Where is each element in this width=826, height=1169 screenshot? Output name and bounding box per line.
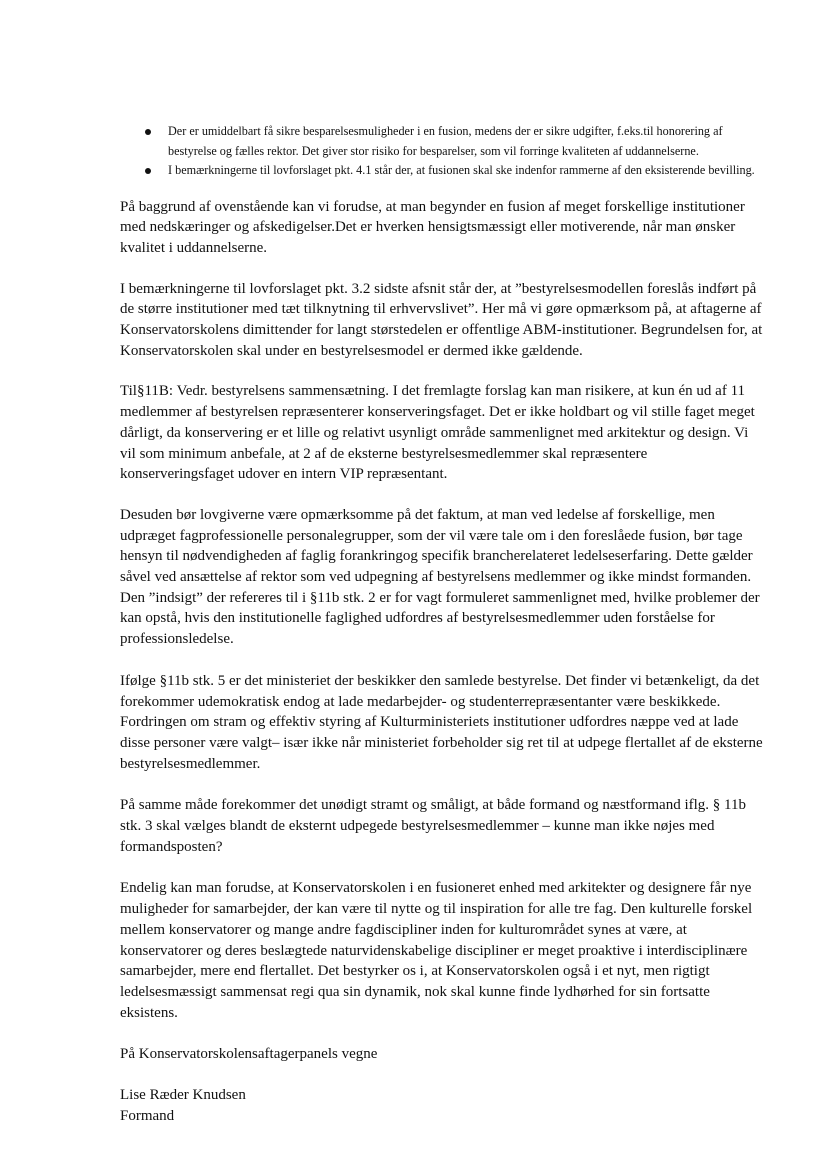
paragraph-3: Til§11B: Vedr. bestyrelsens sammensætning. I det fremlagte forslag kan man risikere, at kun én ud af 11 medlemmer af bestyrelsen repræsenterer konserveringsfaget. Det er ikke holdbart og vil stille faget meget dårligt, da konservering er et lille og relativt usynligt område sammenlignet med arkitektur og design. Vi vil som minimum anbefale, at 2 af de eksterne bestyrelsesmedlemmer skal repræsentere konserveringsfaget udover en intern VIP repræsentant. — [120, 383, 755, 483]
bullet-text: I bemærkningerne til lovforslaget pkt. 4.1 står der, at fusionen skal ske indenfor rammerne af den eksisterende bevilling. — [168, 163, 755, 177]
document-page — [120, 122, 764, 1127]
signature-name: Lise Ræder Knudsen — [120, 1087, 246, 1104]
bullet-text: Der er umiddelbart få sikre besparelsesmuligheder i en fusion, medens der er sikre udgifter, f.eks.til honorering af bestyrelse og fælles rektor. Det giver stor risiko for besparelser, som vil forringe kvaliteten af uddannelserne. — [168, 124, 723, 158]
paragraph-6: På samme måde forekommer det unødigt stramt og småligt, at både formand og næstformand iflg. § 11b stk. 3 skal vælges blandt de eksternt udpegede bestyrelsesmedlemmer – kunne man ikke nøjes med formandsposten? — [120, 797, 746, 855]
paragraph-5: Ifølge §11b stk. 5 er det ministeriet der beskikker den samlede bestyrelse. Det finder vi betænkeligt, da det forekommer udemokratisk endog at lade medarbejder- og studenterrepræsentanter være beskikkede. Fordringen om stram og effektiv styring af Kulturministeriets institutioner udfordres næppe ved at lade disse personer være valgt– især ikke når ministeriet forbeholder sig ret til at udpege flertallet af de eksterne bestyrelsesmedlemmer. — [120, 672, 763, 772]
signature-role: Formand — [120, 1107, 175, 1124]
bullet-item — [168, 122, 764, 161]
signature-on-behalf: På Konservatorskolensaftagerpanels vegne — [120, 1046, 378, 1063]
bullet-item — [168, 161, 764, 181]
bullet-dot-icon — [145, 168, 151, 174]
bullet-dot-icon — [145, 129, 151, 135]
bullet-list — [120, 122, 764, 181]
paragraph-4: Desuden bør lovgiverne være opmærksomme på det faktum, at man ved ledelse af forskellige, men udpræget fagprofessionelle personalegrupper, som der vil være tale om i den foreslåede fusion, bør tage hensyn til nødvendigheden af faglig forankringog specifik brancherelateret ledelseserfaring. Dette gælder såvel ved ansættelse af rektor som ved udpegning af bestyrelsens medlemmer og ikke mindst formanden. Den ”indsigt” der refereres til i §11b stk. 2 er for vagt formuleret sammenlignet med, hvilke problemer der kan opstå, hvis den institutionelle faglighed udfordres af bestyrelsesmedlemmer uden forståelse for professionsledelse. — [120, 506, 760, 648]
paragraph-1: På baggrund af ovenstående kan vi forudse, at man begynder en fusion af meget forskellige institutioner med nedskæringer og afskedigelser.Det er hverken hensigtsmæssigt eller motiverende, når man ønsker kvalitet i uddannelserne. — [120, 198, 745, 256]
paragraph-7: Endelig kan man forudse, at Konservatorskolen i en fusioneret enhed med arkitekter og designere får nye muligheder for samarbejder, der kan være til nytte og til inspiration for alle tre fag. Den kulturelle forskel mellem konservatorer og mange andre fagdiscipliner inden for kulturområdet synes at være, at konservatorer og deres beslægtede naturvidenskabelige discipliner er meget proaktive i interdisciplinære samarbejder, mere end flertallet. Det bestyrker os i, at Konservatorskolen også i et nyt, men rigtigt ledelsesmæssigt sammensat regi qua sin dynamik, nok skal kunne finde lydhørhed for sin fortsatte eksistens. — [120, 880, 753, 1021]
paragraph-2: I bemærkningerne til lovforslaget pkt. 3.2 sidste afsnit står der, at ”bestyrelsesmodellen foreslås indført på de større institutioner med tæt tilknytning til erhvervslivet”. Her må vi gøre opmærksom på, at aftagerne af Konservatorskolens dimittender for langt størstedelen er offentlige ABM-institutioner. Begrundelsen for, at Konservatorskolen skal under en bestyrelsesmodel er dermed ikke gældende. — [120, 280, 763, 359]
body-text — [120, 197, 764, 1127]
